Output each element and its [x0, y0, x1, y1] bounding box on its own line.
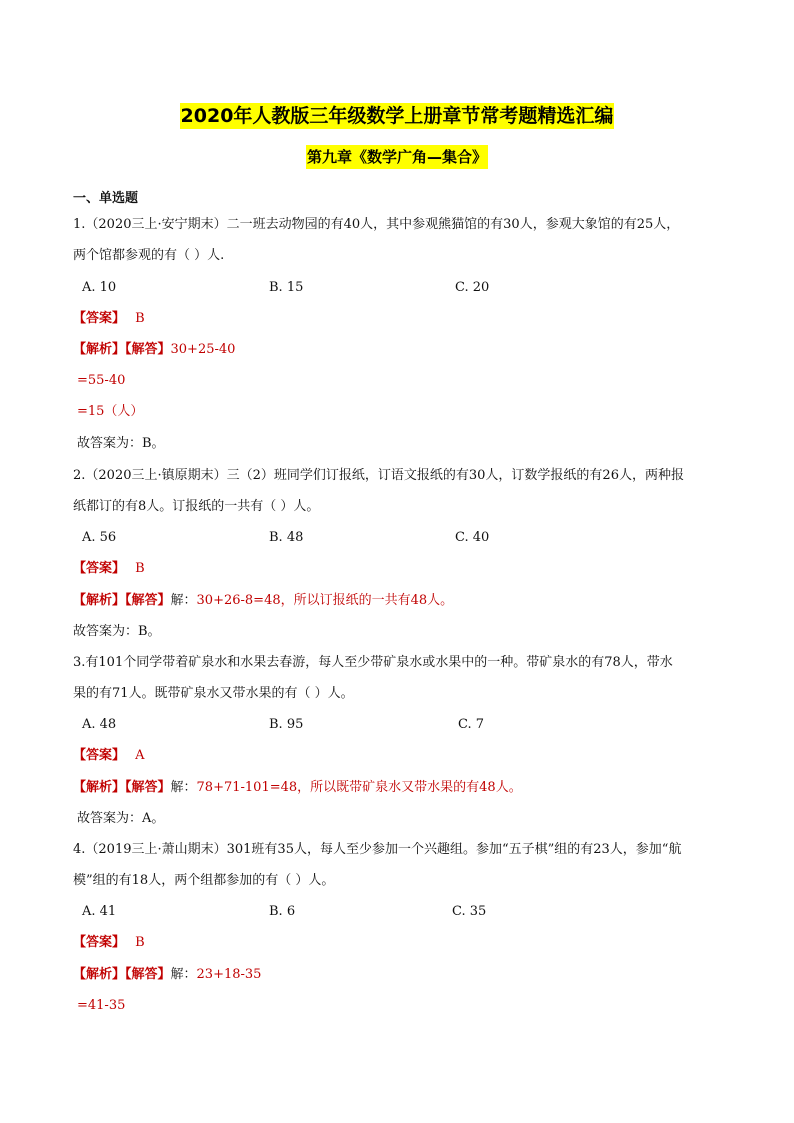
q2-option-b: B. 48: [269, 530, 304, 545]
q1-option-c: C. 20: [455, 280, 490, 295]
q1-analysis-row: [73, 340, 235, 360]
chapter-subtitle: 第九章《数学广角—集合》: [306, 145, 488, 169]
q4-analysis-prefix: 解：: [170, 967, 197, 982]
q4-analysis-line-1: 23+18-35: [196, 967, 262, 982]
answer-tag: 【答案】: [73, 311, 126, 326]
analysis-tag: 【解析】【解答】: [73, 342, 171, 357]
question-3-line-1: 3.有101个同学带着矿泉水和水果去春游，每人至少带矿泉水或水果中的一种。带矿泉水的有78人，带水: [73, 655, 673, 670]
analysis-tag: 【解析】【解答】: [73, 780, 171, 795]
q4-option-b: B. 6: [269, 904, 296, 919]
q3-option-c: C. 7: [458, 717, 485, 732]
q1-analysis-line-1: 30+25-40: [170, 342, 236, 357]
q3-conclusion: 故答案为：A。: [77, 811, 165, 826]
q3-answer-row: [73, 746, 145, 766]
q3-option-a: A. 48: [82, 717, 117, 732]
question-2-line-1: 2.（2020三上·镇原期末）三（2）班同学们订报纸，订语文报纸的有30人，订数学报纸的有26人，两种报: [73, 468, 684, 483]
q2-option-a: A. 56: [82, 530, 117, 545]
q4-answer: B: [135, 935, 145, 950]
q2-answer-row: [73, 559, 145, 579]
q4-analysis-row: [73, 965, 261, 985]
q4-option-c: C. 35: [452, 904, 487, 919]
q2-answer: B: [135, 561, 145, 576]
answer-tag: 【答案】: [73, 748, 126, 763]
q3-answer: A: [135, 748, 145, 763]
q2-conclusion: 故答案为：B。: [73, 624, 161, 639]
analysis-tag: 【解析】【解答】: [73, 593, 171, 608]
q4-option-a: A. 41: [82, 904, 117, 919]
question-1-line-2: 两个馆都参观的有（ ）人.: [73, 248, 225, 263]
answer-tag: 【答案】: [73, 935, 126, 950]
section-heading: 一、单选题: [73, 191, 139, 206]
q4-analysis-line-2: =41-35: [77, 998, 126, 1013]
q2-option-c: C. 40: [455, 530, 490, 545]
q3-analysis-row: [73, 778, 522, 798]
q1-analysis-line-2: =55-40: [77, 373, 126, 388]
answer-tag: 【答案】: [73, 561, 126, 576]
q3-analysis-line-1: 78+71-101=48，所以既带矿泉水又带水果的有48人。: [196, 780, 522, 795]
q1-answer: B: [135, 311, 145, 326]
question-1-line-1: 1.（2020三上·安宁期末）二一班去动物园的有40人，其中参观熊猫馆的有30人，参观大象馆的有25人，: [73, 217, 680, 232]
q2-analysis-prefix: 解：: [170, 593, 197, 608]
document-title: 2020年人教版三年级数学上册章节常考题精选汇编: [180, 105, 614, 127]
question-4-line-1: 4.（2019三上·萧山期末）301班有35人，每人至少参加一个兴趣组。参加“五子棋”组的有23人，参加“航: [73, 842, 682, 857]
q4-answer-row: [73, 933, 145, 953]
q2-analysis-row: [73, 591, 453, 611]
question-4-line-2: 模”组的有18人，两个组都参加的有（ ）人。: [73, 873, 335, 888]
question-2-line-2: 纸都订的有8人。订报纸的一共有（ ）人。: [73, 499, 320, 514]
q2-analysis-line-1: 30+26-8=48，所以订报纸的一共有48人。: [196, 593, 454, 608]
analysis-tag: 【解析】【解答】: [73, 967, 171, 982]
q1-option-a: A. 10: [82, 280, 117, 295]
q3-analysis-prefix: 解：: [170, 780, 197, 795]
q1-analysis-line-3: =15（人）: [77, 404, 144, 419]
q1-conclusion: 故答案为：B。: [77, 436, 165, 451]
question-3-line-2: 果的有71人。既带矿泉水又带水果的有（ ）人。: [73, 686, 354, 701]
q1-option-b: B. 15: [269, 280, 304, 295]
q1-answer-row: [73, 309, 145, 329]
q3-option-b: B. 95: [269, 717, 304, 732]
